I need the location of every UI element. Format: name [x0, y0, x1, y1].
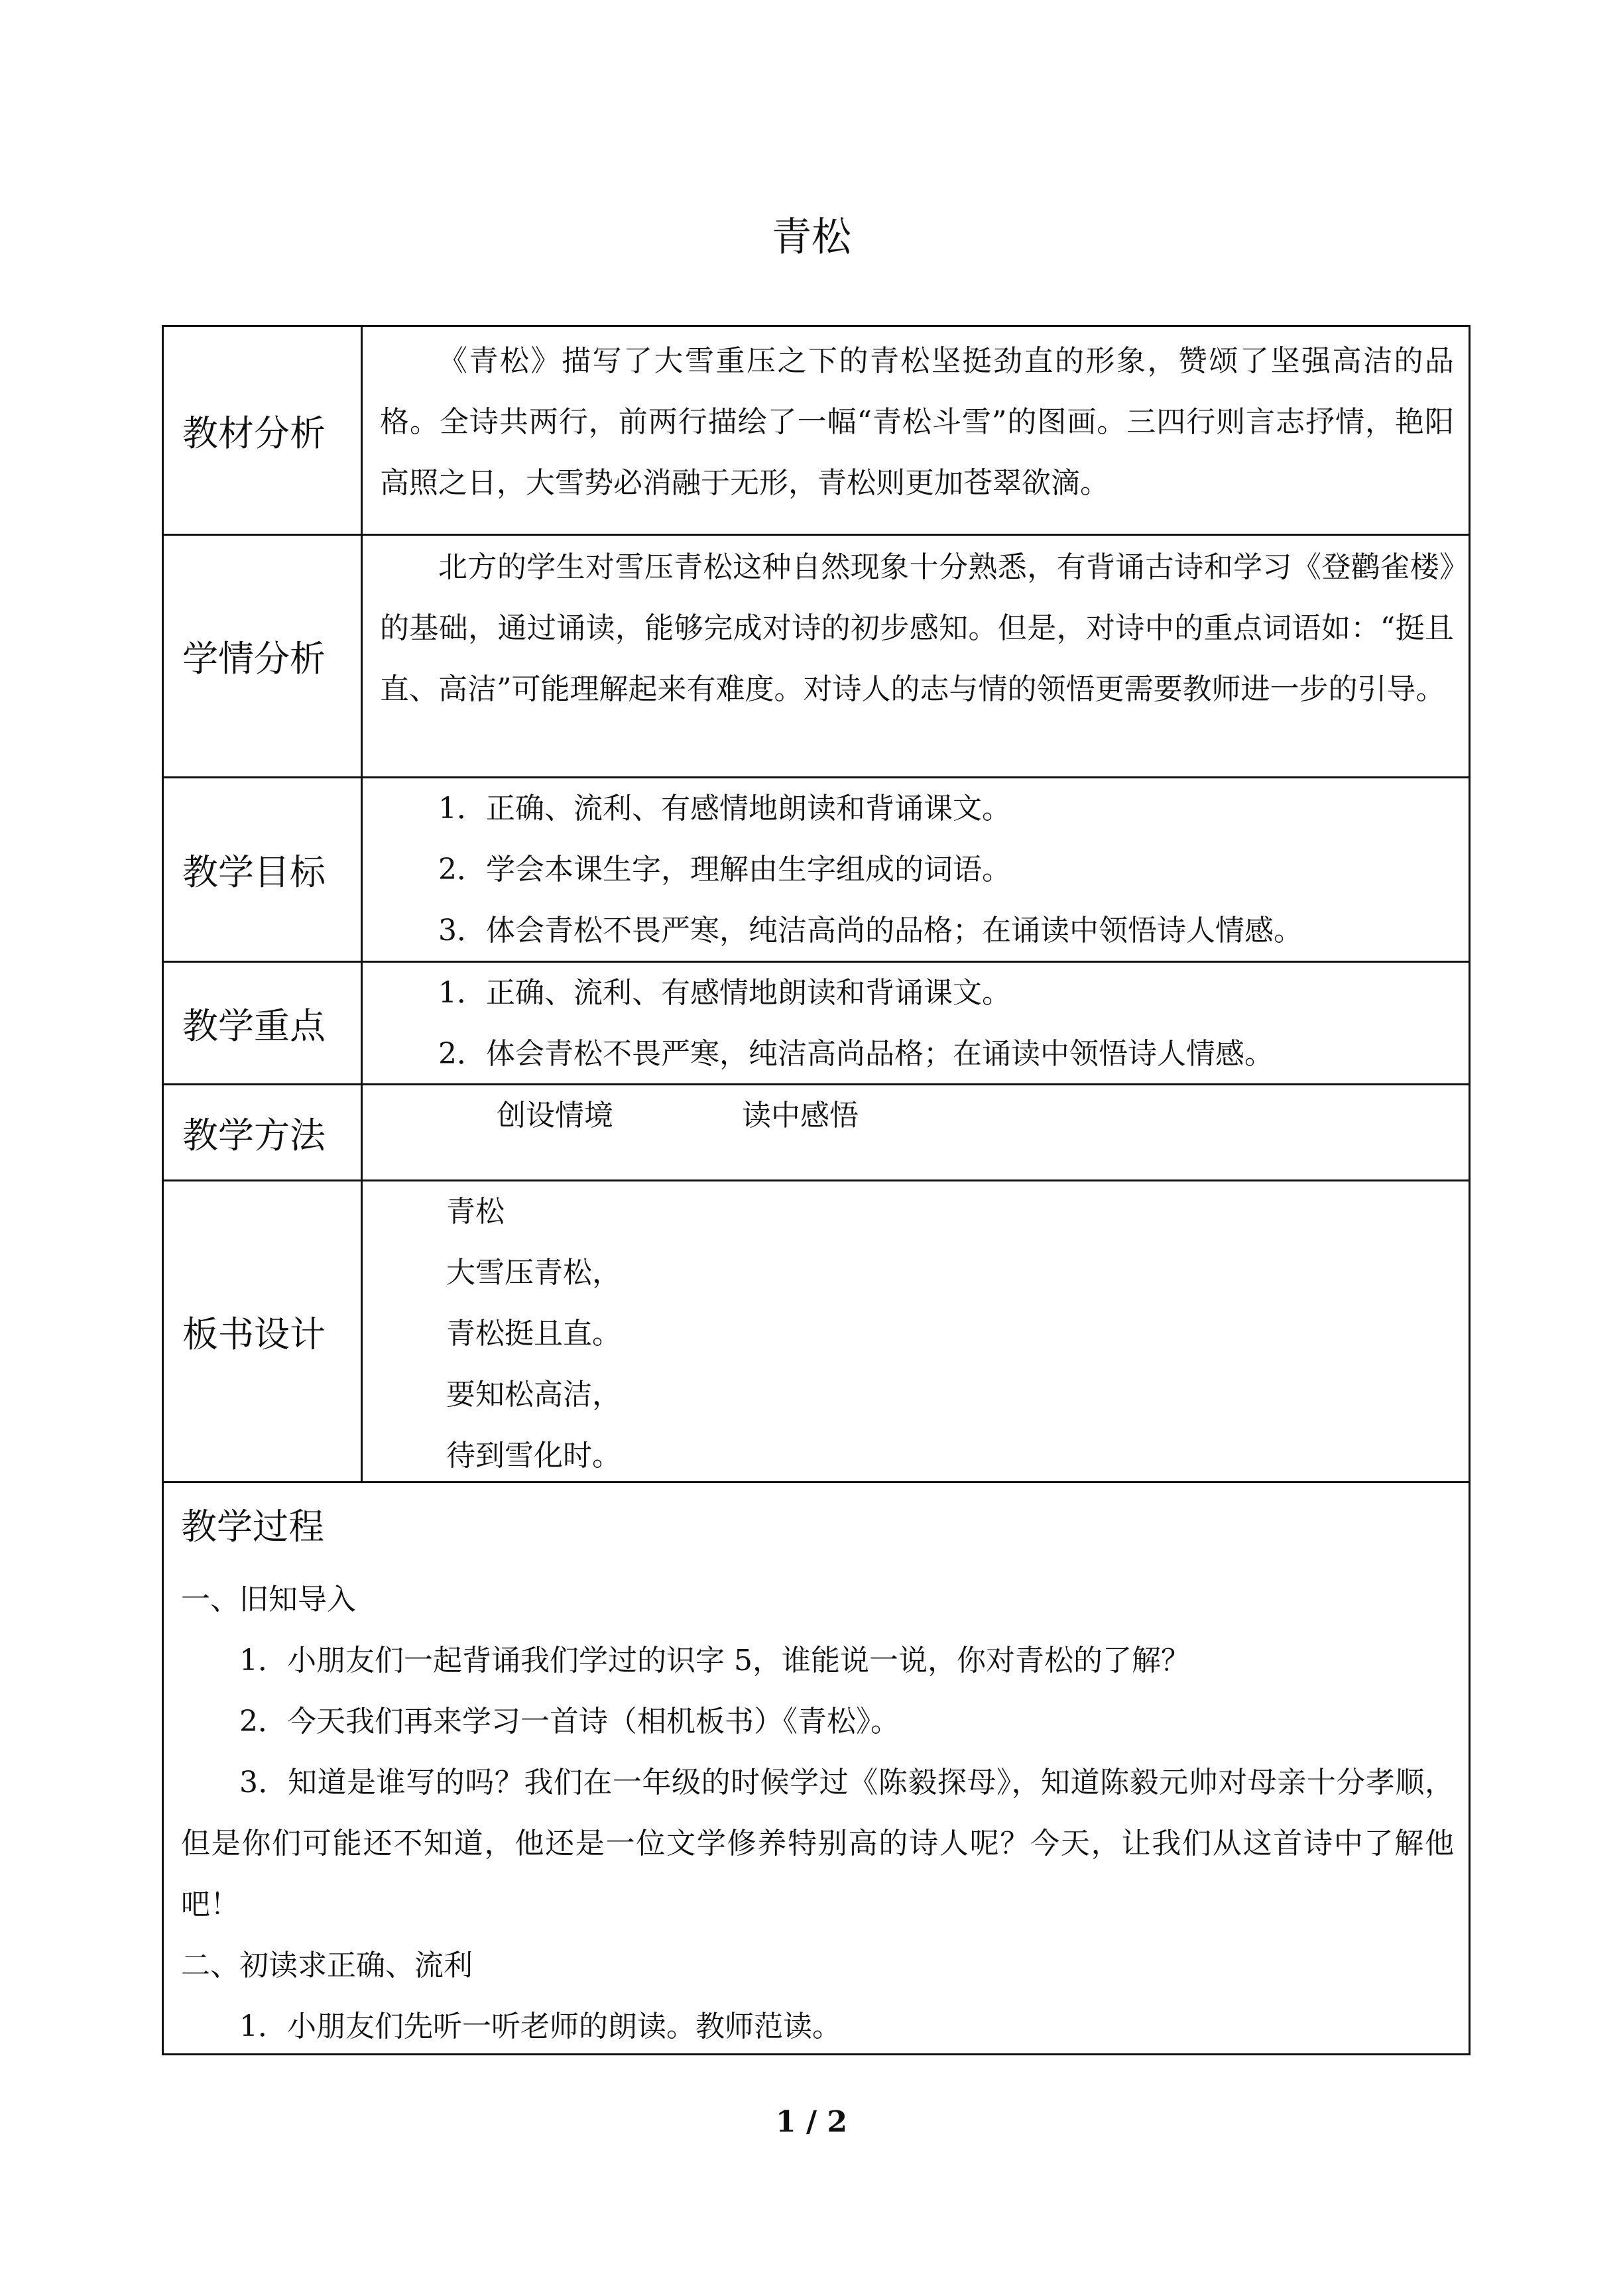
- row-teaching-process: [164, 1483, 1469, 2053]
- row-label: 教材分析: [164, 327, 363, 534]
- paragraph: 《青松》描写了大雪重压之下的青松坚挺劲直的形象，赞颂了坚强高洁的品格。全诗共两行，前两行描绘了一幅“青松斗雪”的图画。三四行则言志抒情，艳阳高照之日，大雪势必消融于无形，青松则更加苍翠欲滴。: [380, 344, 1454, 500]
- process-heading: 教学过程: [181, 1506, 324, 1547]
- list-item: 1．正确、流利、有感情地朗读和背诵课文。: [438, 792, 1011, 825]
- row-content: [363, 1181, 1469, 1481]
- page-title: 青松: [772, 214, 851, 261]
- list-item: 2．今天我们再来学习一首诗（相机板书）《青松》。: [239, 1705, 900, 1738]
- method-item: 创设情境: [497, 1099, 613, 1132]
- row-content: [363, 778, 1469, 961]
- list-item: 1．小朋友们一起背诵我们学过的识字 5，谁能说一说，你对青松的了解？: [239, 1644, 1190, 1677]
- row-label: 教学目标: [164, 778, 363, 961]
- row-label: 教学重点: [164, 963, 363, 1083]
- method-item: 读中感悟: [742, 1099, 859, 1132]
- row-content: [363, 536, 1469, 776]
- list-item: 2．学会本课生字，理解由生字组成的词语。: [438, 853, 1011, 886]
- row-teaching-goals: [164, 778, 1469, 963]
- list-item: 2．体会青松不畏严寒，纯洁高尚品格；在诵读中领悟诗人情感。: [438, 1037, 1274, 1071]
- row-label: 板书设计: [164, 1181, 363, 1481]
- row-board-design: [164, 1181, 1469, 1483]
- row-label: 教学方法: [164, 1085, 363, 1179]
- board-line: 青松挺且直。: [446, 1317, 621, 1351]
- list-item: 3．体会青松不畏严寒，纯洁高尚的品格；在诵读中领悟诗人情感。: [438, 914, 1303, 947]
- board-line: 要知松高洁，: [446, 1378, 621, 1412]
- list-item: 1．小朋友们先听一听老师的朗读。教师范读。: [239, 2010, 841, 2043]
- process-content: [164, 1483, 1469, 2053]
- row-content: [363, 1085, 1469, 1179]
- row-label: 学情分析: [164, 536, 363, 776]
- row-content: [363, 963, 1469, 1083]
- section-heading: 二、初读求正确、流利: [181, 1949, 473, 1982]
- row-material-analysis: [164, 327, 1469, 536]
- row-content: [363, 327, 1469, 534]
- paragraph: 北方的学生对雪压青松这种自然现象十分熟悉，有背诵古诗和学习《登鹳雀楼》的基础，通过诵读，能够完成对诗的初步感知。但是，对诗中的重点词语如：“挺且直、高洁”可能理解起来有难度。对诗人的志与情的领悟更需要教师进一步的引导。: [380, 550, 1454, 706]
- list-item: 3．知道是谁写的吗？我们在一年级的时候学过《陈毅探母》，知道陈毅元帅对母亲十分孝顺，但是你们可能还不知道，他还是一位文学修养特别高的诗人呢？今天，让我们从这首诗中了解他吧！: [181, 1766, 1454, 1921]
- row-teaching-methods: [164, 1085, 1469, 1181]
- list-item: 1．正确、流利、有感情地朗读和背诵课文。: [438, 976, 1011, 1010]
- lesson-plan-table: [162, 325, 1471, 2055]
- page-number: 1 / 2: [776, 2105, 847, 2139]
- board-line: 青松: [446, 1195, 505, 1229]
- board-line: 待到雪化时。: [446, 1439, 621, 1473]
- row-teaching-focus: [164, 963, 1469, 1085]
- board-line: 大雪压青松，: [446, 1256, 621, 1290]
- section-heading: 一、旧知导入: [181, 1583, 356, 1616]
- row-student-analysis: [164, 536, 1469, 778]
